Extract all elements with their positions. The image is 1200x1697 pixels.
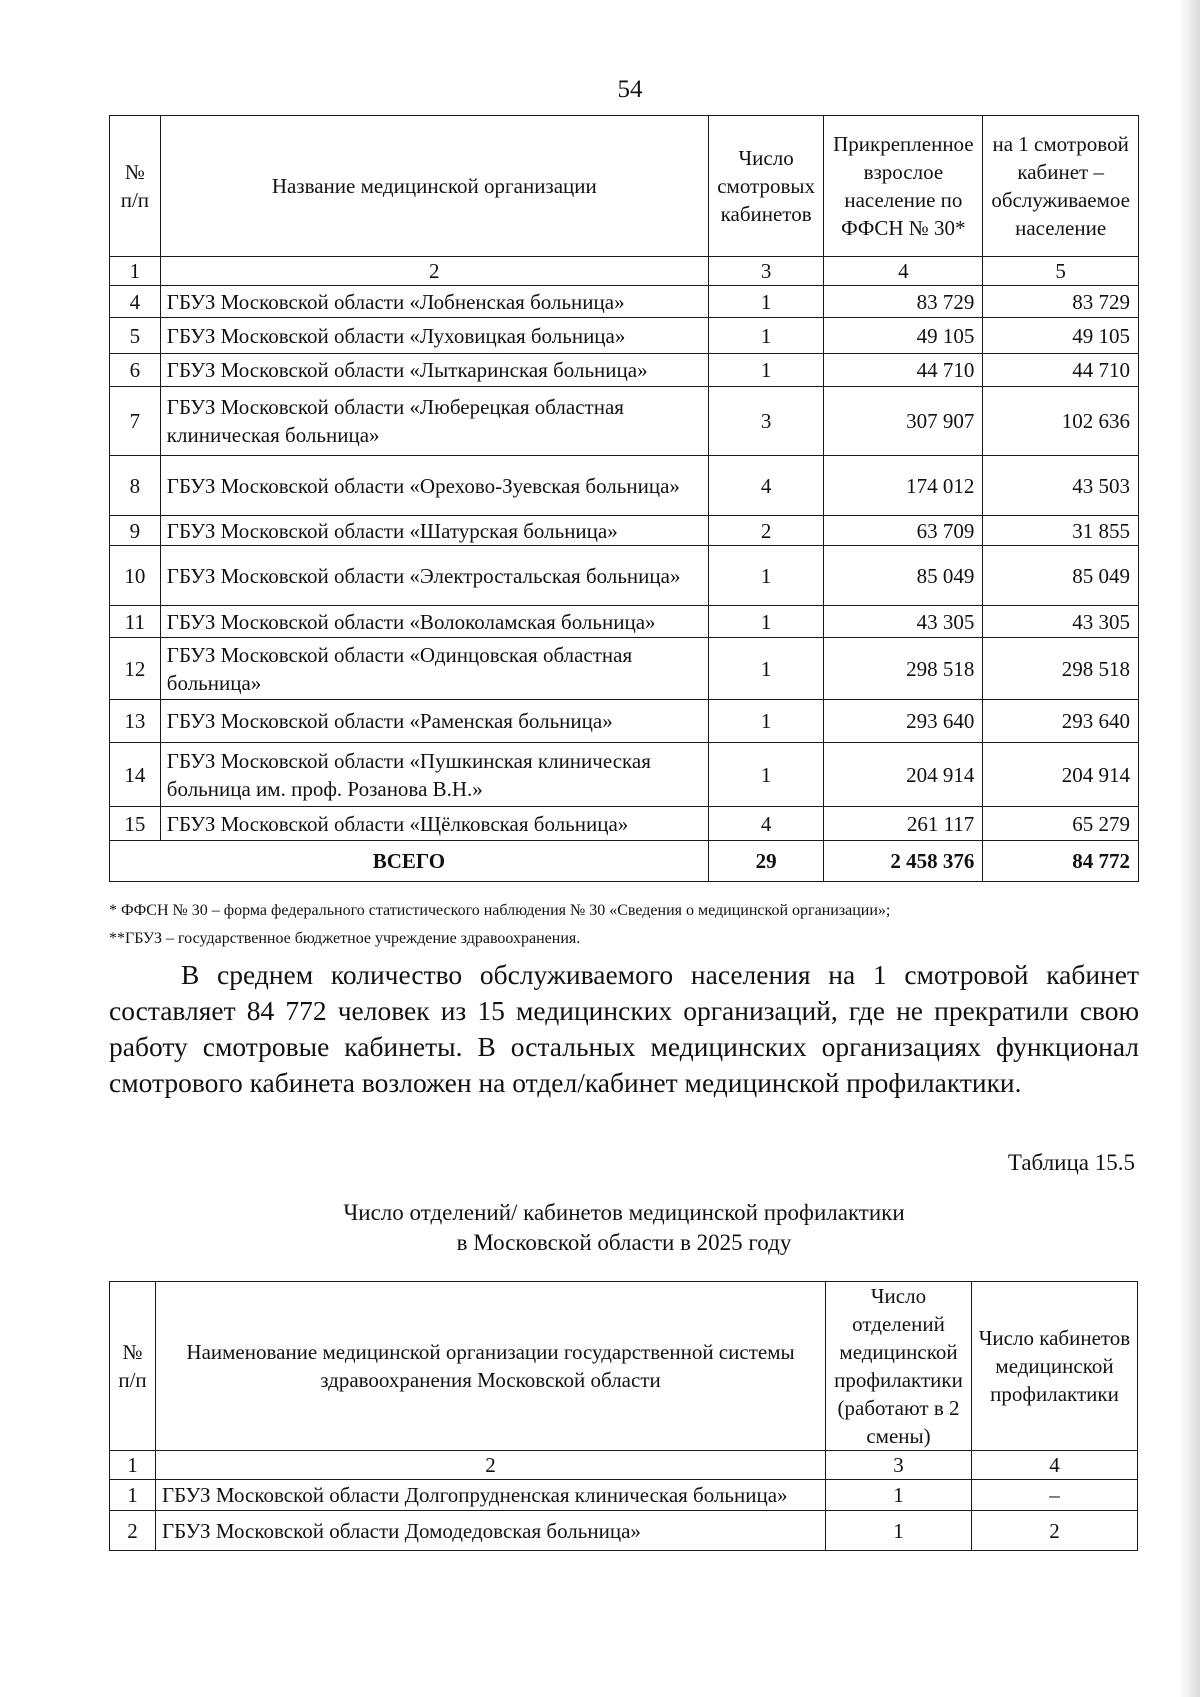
screening-rooms-table (109, 115, 1139, 882)
row-org-name: ГБУЗ Московской области Долгопрудненская клиническая больница» (156, 1480, 826, 1511)
row-org-name: ГБУЗ Московской области «Шатурская больница» (160, 516, 708, 546)
row-org-name: ГБУЗ Московской области Домодедовская больница» (156, 1511, 826, 1551)
table-row (110, 1511, 1138, 1551)
row-rooms: 1 (708, 286, 824, 318)
table-row (110, 638, 1139, 700)
row-rooms: 4 (708, 807, 824, 841)
table-row (110, 318, 1139, 354)
row-number: 9 (110, 516, 161, 546)
index-cell: 1 (110, 257, 161, 286)
row-population: 83 729 (824, 286, 983, 318)
row-number: 2 (110, 1511, 156, 1551)
total-population: 2 458 376 (824, 841, 983, 882)
row-number: 13 (110, 700, 161, 743)
total-label: ВСЕГО (110, 841, 709, 882)
row-rooms: – (972, 1480, 1138, 1511)
table-row (110, 606, 1139, 638)
row-departments: 1 (826, 1480, 972, 1511)
row-org-name: ГБУЗ Московской области «Люберецкая областная клиническая больница» (160, 387, 708, 456)
index-cell: 2 (156, 1451, 826, 1480)
row-population: 174 012 (824, 456, 983, 516)
row-population: 261 117 (824, 807, 983, 841)
row-org-name: ГБУЗ Московской области «Орехово-Зуевская больница» (160, 456, 708, 516)
page-edge-shadow (1178, 0, 1200, 1697)
row-number: 12 (110, 638, 161, 700)
row-population: 44 710 (824, 354, 983, 387)
row-number: 8 (110, 456, 161, 516)
row-population: 63 709 (824, 516, 983, 546)
row-per-room: 65 279 (983, 807, 1139, 841)
index-cell: 5 (983, 257, 1139, 286)
header-rooms: Число смотровых кабинетов (708, 116, 824, 257)
table-row (110, 807, 1139, 841)
total-per-room: 84 772 (983, 841, 1139, 882)
row-number: 7 (110, 387, 161, 456)
table-row (110, 516, 1139, 546)
header-number: № п/п (110, 116, 161, 257)
row-org-name: ГБУЗ Московской области «Одинцовская областная больница» (160, 638, 708, 700)
table-row (110, 354, 1139, 387)
row-population: 204 914 (824, 743, 983, 807)
row-population: 43 305 (824, 606, 983, 638)
row-rooms: 1 (708, 318, 824, 354)
table-row (110, 743, 1139, 807)
row-rooms: 1 (708, 546, 824, 606)
caption-line: Число отделений/ кабинетов медицинской профилактики (343, 1200, 905, 1225)
table-row (110, 286, 1139, 318)
header-org-name: Наименование медицинской организации государственной системы здравоохранения Московской области (156, 1282, 826, 1451)
row-number: 1 (110, 1480, 156, 1511)
row-rooms: 3 (708, 387, 824, 456)
row-number: 4 (110, 286, 161, 318)
table-row (110, 700, 1139, 743)
row-org-name: ГБУЗ Московской области «Волоколамская больница» (160, 606, 708, 638)
table-index-row (110, 257, 1139, 286)
row-org-name: ГБУЗ Московской области «Раменская больница» (160, 700, 708, 743)
table-row (110, 456, 1139, 516)
caption-line: в Московской области в 2025 году (456, 1230, 792, 1255)
row-org-name: ГБУЗ Московской области «Лыткаринская больница» (160, 354, 708, 387)
row-population: 49 105 (824, 318, 983, 354)
table-total-row (110, 841, 1139, 882)
row-per-room: 43 305 (983, 606, 1139, 638)
table-row (110, 546, 1139, 606)
row-population: 307 907 (824, 387, 983, 456)
footnote-gbuz: **ГБУЗ – государственное бюджетное учреждение здравоохранения. (109, 930, 581, 947)
row-per-room: 298 518 (983, 638, 1139, 700)
header-population: Прикрепленное взрослое население по ФФСН № 30* (824, 116, 983, 257)
index-cell: 1 (110, 1451, 156, 1480)
row-number: 14 (110, 743, 161, 807)
row-rooms: 2 (972, 1511, 1138, 1551)
row-org-name: ГБУЗ Московской области «Пушкинская клиническая больница им. проф. Розанова В.Н.» (160, 743, 708, 807)
index-cell: 3 (826, 1451, 972, 1480)
table-caption (109, 1198, 1139, 1258)
row-per-room: 293 640 (983, 700, 1139, 743)
row-number: 15 (110, 807, 161, 841)
header-org-name: Название медицинской организации (160, 116, 708, 257)
row-per-room: 44 710 (983, 354, 1139, 387)
row-departments: 1 (826, 1511, 972, 1551)
row-org-name: ГБУЗ Московской области «Луховицкая больница» (160, 318, 708, 354)
row-rooms: 2 (708, 516, 824, 546)
row-population: 298 518 (824, 638, 983, 700)
table-row (110, 1480, 1138, 1511)
table-header-row (110, 116, 1139, 257)
index-cell: 2 (160, 257, 708, 286)
row-per-room: 43 503 (983, 456, 1139, 516)
table-row (110, 387, 1139, 456)
row-org-name: ГБУЗ Московской области «Лобненская больница» (160, 286, 708, 318)
body-paragraph: В среднем количество обслуживаемого населения на 1 смотровой кабинет составляет 84 772 человек из 15 медицинских организаций, где не прекратили свою работу смотровые кабинеты. В остальных медицинских организациях функционал смотрового кабинета возложен на отдел/кабинет медицинской профилактики. (109, 959, 1139, 1098)
row-per-room: 85 049 (983, 546, 1139, 606)
row-number: 11 (110, 606, 161, 638)
footnote-ffsn: * ФФСН № 30 – форма федерального статистического наблюдения № 30 «Сведения о медицинской организации»; (109, 902, 891, 919)
row-rooms: 1 (708, 743, 824, 807)
prevention-departments-table (109, 1281, 1138, 1551)
row-population: 293 640 (824, 700, 983, 743)
index-cell: 4 (972, 1451, 1138, 1480)
row-per-room: 204 914 (983, 743, 1139, 807)
row-per-room: 49 105 (983, 318, 1139, 354)
row-per-room: 31 855 (983, 516, 1139, 546)
row-rooms: 1 (708, 606, 824, 638)
row-population: 85 049 (824, 546, 983, 606)
header-number: № п/п (110, 1282, 156, 1451)
row-rooms: 4 (708, 456, 824, 516)
row-per-room: 102 636 (983, 387, 1139, 456)
row-number: 6 (110, 354, 161, 387)
row-rooms: 1 (708, 700, 824, 743)
header-per-room: на 1 смотровой кабинет – обслуживаемое население (983, 116, 1139, 257)
row-org-name: ГБУЗ Московской области «Электростальская больница» (160, 546, 708, 606)
page-number: 54 (617, 76, 643, 103)
table-index-row (110, 1451, 1138, 1480)
header-rooms: Число кабинетов медицинской профилактики (972, 1282, 1138, 1451)
row-number: 5 (110, 318, 161, 354)
table-header-row (110, 1282, 1138, 1451)
row-number: 10 (110, 546, 161, 606)
row-per-room: 83 729 (983, 286, 1139, 318)
table-label: Таблица 15.5 (1007, 1150, 1135, 1175)
row-rooms: 1 (708, 354, 824, 387)
row-rooms: 1 (708, 638, 824, 700)
index-cell: 3 (708, 257, 824, 286)
row-org-name: ГБУЗ Московской области «Щёлковская больница» (160, 807, 708, 841)
index-cell: 4 (824, 257, 983, 286)
header-departments: Число отделений медицинской профилактики (работают в 2 смены) (826, 1282, 972, 1451)
total-rooms: 29 (708, 841, 824, 882)
